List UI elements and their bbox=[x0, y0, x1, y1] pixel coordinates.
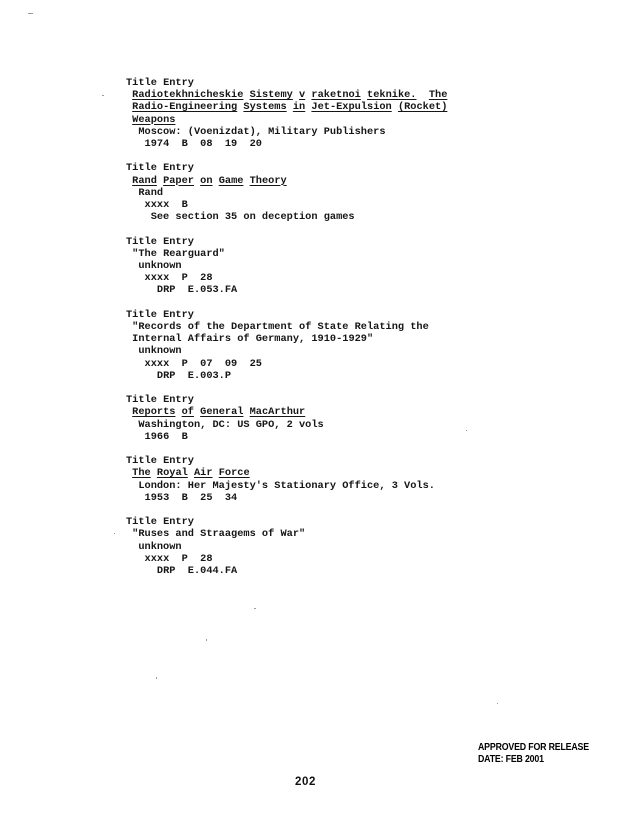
title-entry bbox=[126, 394, 447, 443]
entry-detail-line: xxxx B bbox=[144, 199, 188, 212]
scan-speck bbox=[102, 95, 104, 96]
entry-detail-line: See section 35 on deception games bbox=[150, 211, 355, 224]
underlined-word: Radiotekhnicheskie bbox=[132, 89, 244, 102]
underlined-word: General bbox=[200, 406, 244, 419]
title-entry bbox=[126, 236, 447, 297]
title-entry bbox=[126, 455, 447, 504]
entry-title-line: Internal Affairs of Germany, 1910-1929" bbox=[132, 333, 374, 346]
entry-detail-line: Washington, DC: US GPO, 2 vols bbox=[138, 418, 324, 431]
entry-title-line bbox=[126, 175, 447, 187]
scan-speck bbox=[206, 639, 207, 641]
underlined-word: Air bbox=[194, 467, 213, 480]
entry-detail-line: unknown bbox=[138, 345, 182, 358]
scan-speck bbox=[114, 533, 115, 534]
scan-speck bbox=[156, 677, 157, 679]
entry-detail-line: unknown bbox=[138, 260, 182, 273]
scan-speck bbox=[254, 608, 256, 609]
underlined-word: Reports bbox=[132, 406, 176, 419]
entry-title-line: "Records of the Department of State Relating the bbox=[132, 321, 429, 334]
entry-detail-line: London: Her Majesty's Stationary Office, 3 Vols. bbox=[138, 479, 435, 492]
scan-speck bbox=[497, 703, 498, 704]
underlined-word: Jet-Expulsion bbox=[311, 101, 392, 114]
entry-detail-line: DRP E.053.FA bbox=[156, 284, 238, 297]
title-entry bbox=[126, 77, 447, 150]
entry-detail-line: Moscow: (Voenizdat), Military Publishers bbox=[138, 125, 386, 138]
underlined-word: Sistemy bbox=[249, 89, 293, 102]
underlined-word: The bbox=[428, 89, 448, 102]
underlined-word: Radio-Engineering bbox=[132, 101, 238, 114]
underlined-word: Theory bbox=[249, 174, 287, 187]
entry-detail-line: xxxx P 28 bbox=[144, 552, 213, 565]
entry-detail-line: 1953 B 25 34 bbox=[144, 491, 238, 504]
entry-label: Title Entry bbox=[126, 235, 194, 248]
underlined-word: Game bbox=[218, 174, 244, 187]
title-entry bbox=[126, 309, 447, 382]
page-number: 202 bbox=[295, 776, 316, 788]
entry-label: Title Entry bbox=[126, 516, 194, 529]
entry-title-line bbox=[126, 89, 447, 101]
approval-stamp bbox=[478, 742, 589, 765]
underlined-word: Force bbox=[218, 467, 250, 480]
entry-title-line bbox=[126, 467, 447, 479]
entry-label: Title Entry bbox=[126, 162, 194, 175]
entry-label: Title Entry bbox=[126, 394, 194, 407]
entry-label: Title Entry bbox=[126, 308, 194, 321]
entry-title-line bbox=[126, 406, 447, 418]
underlined-word: (Rocket) bbox=[397, 101, 448, 114]
underlined-word: teknike. bbox=[367, 89, 417, 102]
entry-title-line: "The Rearguard" bbox=[132, 247, 225, 260]
scan-speck bbox=[28, 13, 33, 14]
underlined-word: Paper bbox=[163, 174, 194, 187]
underlined-word: v bbox=[299, 89, 306, 102]
entry-label: Title Entry bbox=[126, 455, 194, 468]
entry-label: Title Entry bbox=[126, 77, 194, 89]
stamp-date-line: DATE: FEB 2001 bbox=[478, 753, 544, 765]
entry-detail-line: DRP E.003.P bbox=[156, 369, 232, 382]
underlined-word: Royal bbox=[156, 467, 188, 480]
underlined-word: in bbox=[292, 101, 306, 114]
entry-detail-line: Rand bbox=[138, 186, 164, 199]
underlined-word: Weapons bbox=[132, 113, 176, 126]
underlined-word: on bbox=[200, 174, 213, 187]
entry-title-line: "Ruses and Straagems of War" bbox=[132, 528, 306, 541]
title-entry bbox=[126, 516, 447, 577]
underlined-word: MacArthur bbox=[249, 406, 306, 419]
entry-title-line bbox=[126, 101, 447, 113]
underlined-word: raketnoi bbox=[311, 89, 361, 102]
entry-detail-line: 1966 B bbox=[144, 430, 188, 443]
entry-detail-line: xxxx P 07 09 25 bbox=[144, 357, 262, 370]
bibliography-list bbox=[126, 77, 447, 589]
scan-speck bbox=[466, 430, 467, 431]
entry-title-line bbox=[126, 114, 447, 126]
title-entry bbox=[126, 162, 447, 223]
stamp-release-line: APPROVED FOR RELEASE bbox=[478, 742, 589, 753]
entry-detail-line: DRP E.044.FA bbox=[156, 565, 238, 578]
entry-detail-line: 1974 B 08 19 20 bbox=[144, 138, 262, 151]
underlined-word: Rand bbox=[132, 174, 157, 187]
entry-detail-line: xxxx P 28 bbox=[144, 272, 213, 285]
underlined-word: Systems bbox=[243, 101, 287, 114]
entry-detail-line: unknown bbox=[138, 540, 182, 553]
underlined-word: of bbox=[181, 406, 194, 419]
underlined-word: The bbox=[132, 467, 151, 480]
